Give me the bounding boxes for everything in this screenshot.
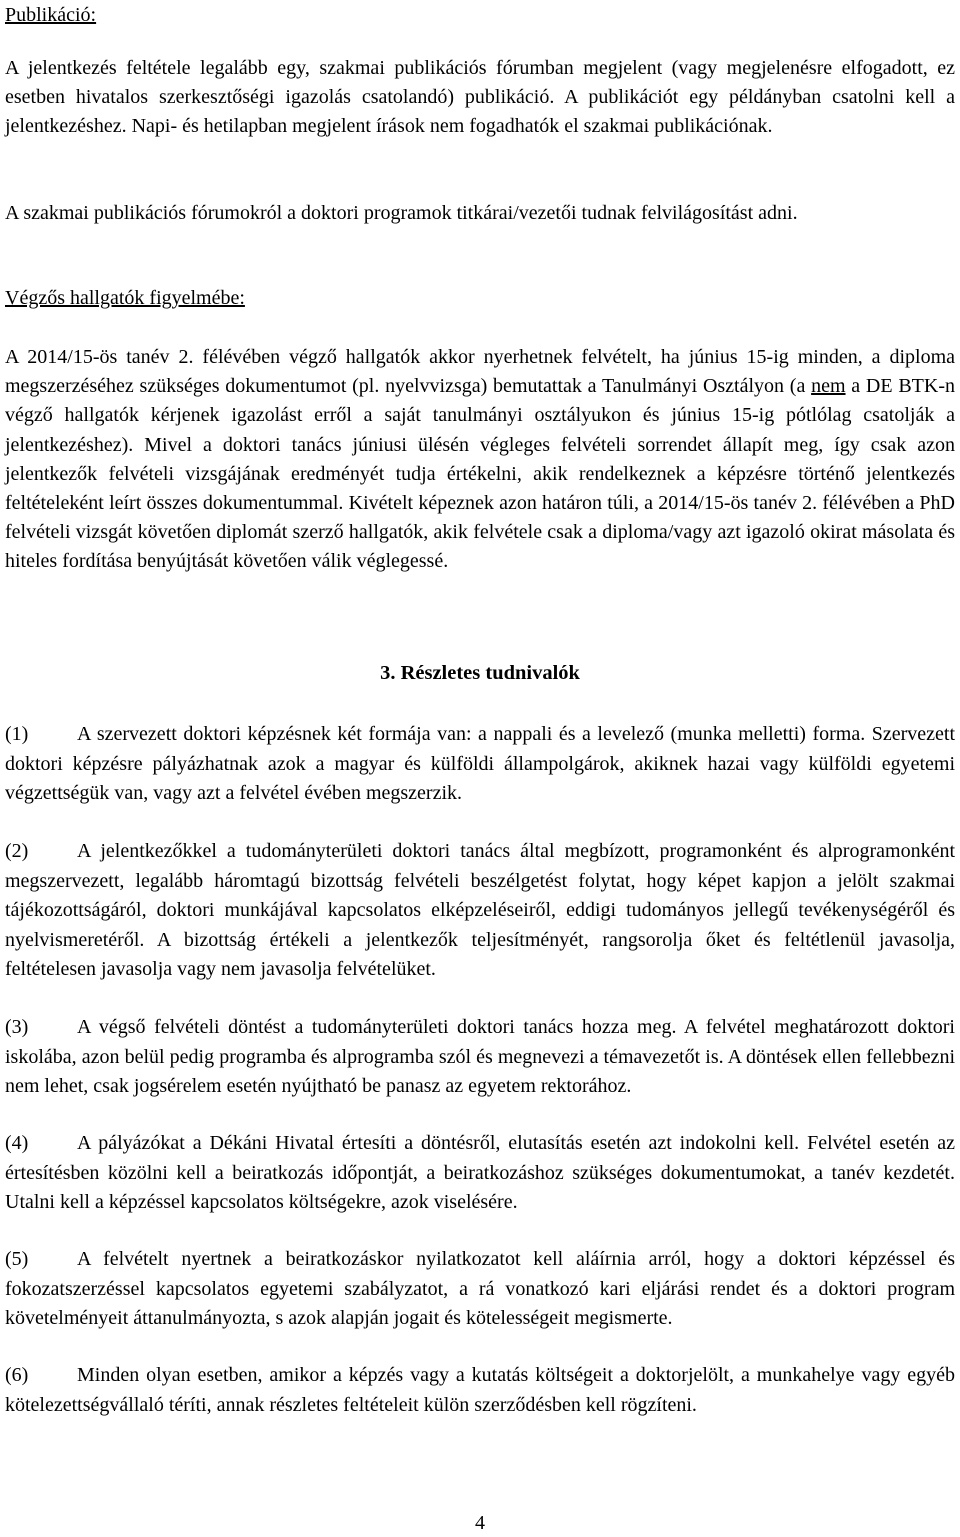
list-item-number: (6)	[5, 1364, 29, 1386]
list-item-1	[5, 720, 955, 809]
paragraph-graduating-students-part-a: A 2014/15-ös tanév 2. félévében végző hallgatók akkor nyerhetnek felvételt, ha június 15-ig minden, a diploma megszerzéséhez szükséges dokumentumot (pl. nyelvvizsga) bemutattak a Tanulmányi Osztályon (a	[5, 346, 955, 398]
emphasis-nem: nem	[811, 375, 846, 398]
list-item-5	[5, 1245, 955, 1334]
paragraph-publication-forums: A szakmai publikációs fórumokról a doktori programok titkárai/vezetői tudnak felvilágosítást adni.	[5, 202, 798, 224]
list-item-number: (3)	[5, 1016, 29, 1038]
list-item-4	[5, 1129, 955, 1218]
list-item-text: A jelentkezőkkel a tudományterületi doktori tanács által megbízott, programonként és alprogramonként megszervezett, legalább háromtagú bizottság felvételi beszélgetést folytat, hogy képet kapjon a jelölt szakmai tájékozottságáról, doktori munkájával kapcsolatos elképzeléseiről, eddigi tudományos jellegű tevékenységéről és nyelvismeretéről. A bizottság értékeli a jelentkezők teljesítményét, rangsorolja őket és feltétlenül javasolja, feltételesen javasolja vagy nem javasolja felvételüket.	[5, 840, 955, 980]
heading-publikacio: Publikáció:	[5, 4, 97, 26]
section-title-reszletes-tudnivalok	[5, 662, 955, 685]
list-item-text: A pályázókat a Dékáni Hivatal értesíti a döntésről, elutasítás esetén azt indokolni kell. Felvétel esetén az értesítésben közölni kell a beiratkozás időpontját, a beiratkozáshoz szükséges dokumentumokat, a tanév kezdetét. Utalni kell a képzéssel kapcsolatos költségekre, azok viselésére.	[5, 1132, 955, 1213]
section-title-text: 3. Részletes tudnivalók	[380, 662, 580, 684]
paragraph-graduating-students-part-b: a DE BTK-n végző hallgatók kérjenek igazolást erről a saját tanulmányi osztályukon és június 15-ig pótlólag csatolják a jelentkezéshez). Mivel a doktori tanács júniusi ülésén végleges felvételi sorrendet állapít meg, így csak azon jelentkezők felvételi vizsgájának eredményét tudja értékelni, akik rendelkeznek a képzésre történő jelentkezés feltételeként leírt összes dokumentummal. Kivételt képeznek azon határon túli, a 2014/15-ös tanév 2. félévében a PhD felvételi vizsgát követően diplomát szerző hallgatók, akik felvétele csak a diploma/vagy azt igazoló okirat másolata és hiteles fordítása benyújtását követően válik véglegessé.	[5, 375, 955, 573]
list-item-number: (2)	[5, 840, 29, 862]
list-item-number: (5)	[5, 1248, 29, 1270]
list-item-6	[5, 1361, 955, 1420]
list-item-number: (1)	[5, 723, 29, 745]
list-item-3	[5, 1013, 955, 1102]
list-item-text: A végső felvételi döntést a tudományterületi doktori tanács hozza meg. A felvétel meghatározott doktori iskolába, azon belül pedig programba és alprogramba szól és megnevezi a témavezetőt is. A döntések ellen fellebbezni nem lehet, csak jogsérelem esetén nyújtható be panasz az egyetem rektorához.	[5, 1016, 955, 1097]
list-item-text: A felvételt nyertnek a beiratkozáskor nyilatkozatot kell aláírnia arról, hogy a doktori képzéssel és fokozatszerzéssel kapcsolatos egyetemi szabályzatot, a rá vonatkozó kari eljárási rendet és a doktori program követelményeit áttanulmányozta, s azok alapján jogait és kötelességeit megismerte.	[5, 1248, 955, 1329]
list-item-number: (4)	[5, 1132, 29, 1154]
paragraph-publication-requirement: A jelentkezés feltétele legalább egy, szakmai publikációs fórumban megjelent (vagy megjelenésre elfogadott, ez esetben hivatalos szerkesztőségi igazolás csatolandó) publikáció. A publikációt egy példányban csatolni kell a jelentkezéshez. Napi- és hetilapban megjelent írások nem fogadhatók el szakmai publikációnak.	[5, 57, 955, 138]
list-item-text: A szervezett doktori képzésnek két formája van: a nappali és a levelező (munka melletti) forma. Szervezett doktori képzésre pályázhatnak azok a magyar és külföldi állampolgárok, akiknek hazai vagy külföldi egyetemi végzettségük van, vagy azt a felvétel évében megszerzik.	[5, 723, 955, 804]
paragraph-graduating-students	[5, 343, 955, 577]
page-number: 4	[475, 1512, 485, 1534]
list-item-2	[5, 837, 955, 985]
list-item-text: Minden olyan esetben, amikor a képzés vagy a kutatás költségeit a doktorjelölt, a munkahelye vagy egyéb kötelezettségvállaló téríti, annak részletes feltételeit külön szerződésben kell rögzíteni.	[5, 1364, 955, 1416]
heading-vegzos-hallgatok: Végzős hallgatók figyelmébe:	[5, 287, 245, 309]
